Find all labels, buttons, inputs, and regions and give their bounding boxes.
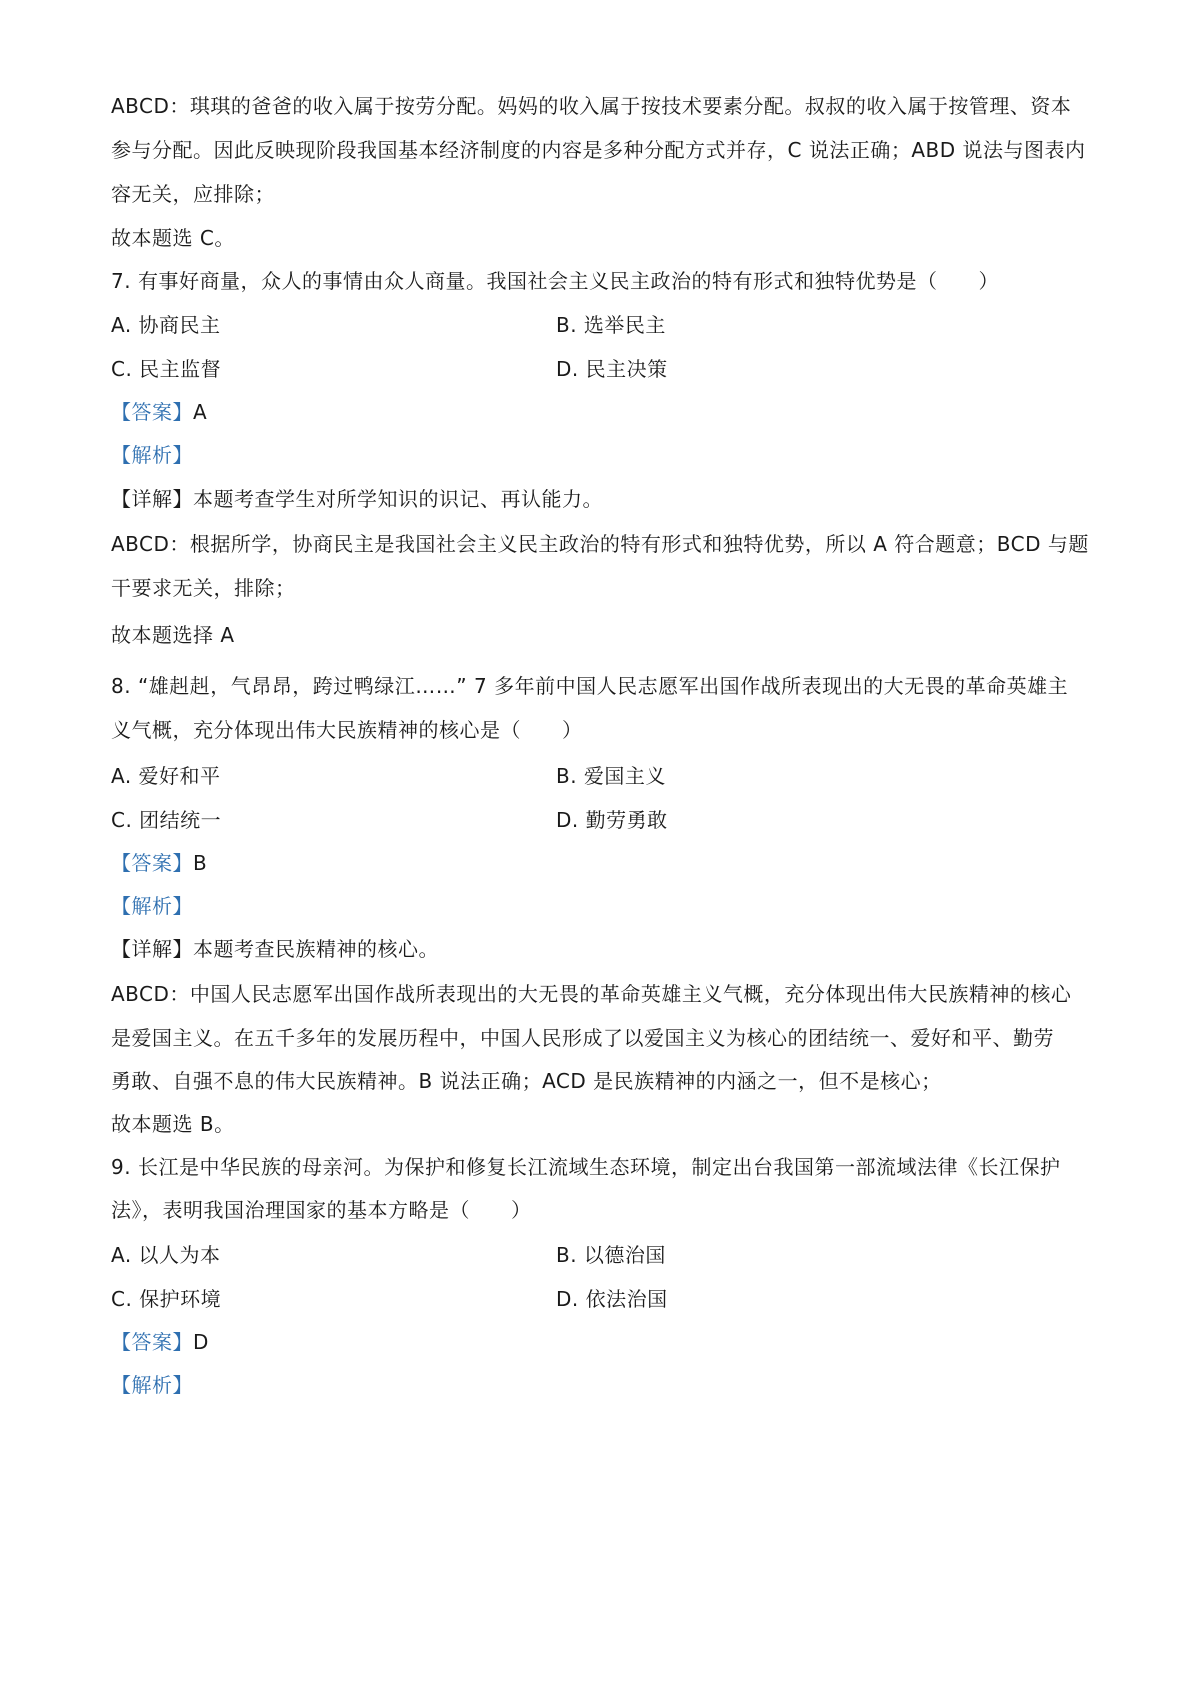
q8-conclusion: 故本题选 B。 bbox=[111, 1112, 235, 1136]
q7-detail bbox=[111, 485, 1101, 513]
detail-text: 本题考查学生对所学知识的识记、再认能力。 bbox=[193, 487, 603, 511]
answer-tag: 【答案】 bbox=[111, 400, 193, 424]
q7-option-b: B. 选举民主 bbox=[556, 313, 666, 337]
q9-stem-line-1: 9. 长江是中华民族的母亲河。为保护和修复长江流域生态环境，制定出台我国第一部流域法律《长江保护 bbox=[111, 1155, 1061, 1179]
analysis-tag: 【解析】 bbox=[111, 1373, 193, 1397]
q7-answer bbox=[111, 398, 1101, 426]
q8-explanation-line-3: 勇敢、自强不息的伟大民族精神。B 说法正确；ACD 是民族精神的内涵之一，但不是核心； bbox=[111, 1069, 942, 1093]
q9-option-b: B. 以德治国 bbox=[556, 1243, 666, 1267]
q8-option-c: C. 团结统一 bbox=[111, 808, 222, 832]
q8-answer bbox=[111, 849, 1101, 877]
q7-explanation-line-1: ABCD：根据所学，协商民主是我国社会主义民主政治的特有形式和独特优势，所以 A 符合题意；BCD 与题 bbox=[111, 532, 1089, 556]
q7-option-d: D. 民主决策 bbox=[556, 357, 668, 381]
analysis-tag: 【解析】 bbox=[111, 894, 193, 918]
q8-option-a: A. 爱好和平 bbox=[111, 764, 221, 788]
analysis-tag: 【解析】 bbox=[111, 443, 193, 467]
q6-explanation-line-3: 容无关，应排除； bbox=[111, 182, 275, 206]
q9-answer bbox=[111, 1328, 1101, 1356]
q9-analysis bbox=[111, 1371, 1101, 1399]
detail-tag: 【详解】 bbox=[111, 487, 193, 511]
q8-option-b: B. 爱国主义 bbox=[556, 764, 666, 788]
q7-analysis bbox=[111, 441, 1101, 469]
q7-explanation-line-2: 干要求无关，排除； bbox=[111, 576, 296, 600]
q8-stem-line-1: 8. “雄赳赳，气昂昂，跨过鸭绿江……” 7 多年前中国人民志愿军出国作战所表现出的大无畏的革命英雄主 bbox=[111, 674, 1069, 698]
q8-explanation-line-2: 是爱国主义。在五千多年的发展历程中，中国人民形成了以爱国主义为核心的团结统一、爱好和平、勤劳 bbox=[111, 1026, 1054, 1050]
answer-value: B bbox=[193, 851, 208, 875]
q9-option-a: A. 以人为本 bbox=[111, 1243, 221, 1267]
q7-option-c: C. 民主监督 bbox=[111, 357, 222, 381]
q9-stem-line-2: 法》，表明我国治理国家的基本方略是（ ） bbox=[111, 1198, 532, 1222]
q8-explanation-line-1: ABCD：中国人民志愿军出国作战所表现出的大无畏的革命英雄主义气概，充分体现出伟大民族精神的核心 bbox=[111, 982, 1072, 1006]
detail-text: 本题考查民族精神的核心。 bbox=[193, 937, 439, 961]
q8-stem-line-2: 义气概，充分体现出伟大民族精神的核心是（ ） bbox=[111, 718, 583, 742]
q6-explanation-line-1: ABCD：琪琪的爸爸的收入属于按劳分配。妈妈的收入属于按技术要素分配。叔叔的收入属于按管理、资本 bbox=[111, 94, 1072, 118]
q7-conclusion: 故本题选择 A bbox=[111, 623, 235, 647]
q8-option-d: D. 勤劳勇敢 bbox=[556, 808, 668, 832]
q9-option-d: D. 依法治国 bbox=[556, 1287, 668, 1311]
answer-tag: 【答案】 bbox=[111, 1330, 193, 1354]
q6-conclusion: 故本题选 C。 bbox=[111, 226, 235, 250]
q8-detail bbox=[111, 935, 1101, 963]
detail-tag: 【详解】 bbox=[111, 937, 193, 961]
q7-stem: 7. 有事好商量，众人的事情由众人商量。我国社会主义民主政治的特有形式和独特优势是（ ） bbox=[111, 269, 999, 293]
q9-option-c: C. 保护环境 bbox=[111, 1287, 222, 1311]
q8-analysis bbox=[111, 892, 1101, 920]
answer-tag: 【答案】 bbox=[111, 851, 193, 875]
q6-explanation-line-2: 参与分配。因此反映现阶段我国基本经济制度的内容是多种分配方式并存，C 说法正确；ABD 说法与图表内 bbox=[111, 138, 1086, 162]
answer-value: A bbox=[193, 400, 208, 424]
answer-value: D bbox=[193, 1330, 209, 1354]
q7-option-a: A. 协商民主 bbox=[111, 313, 221, 337]
